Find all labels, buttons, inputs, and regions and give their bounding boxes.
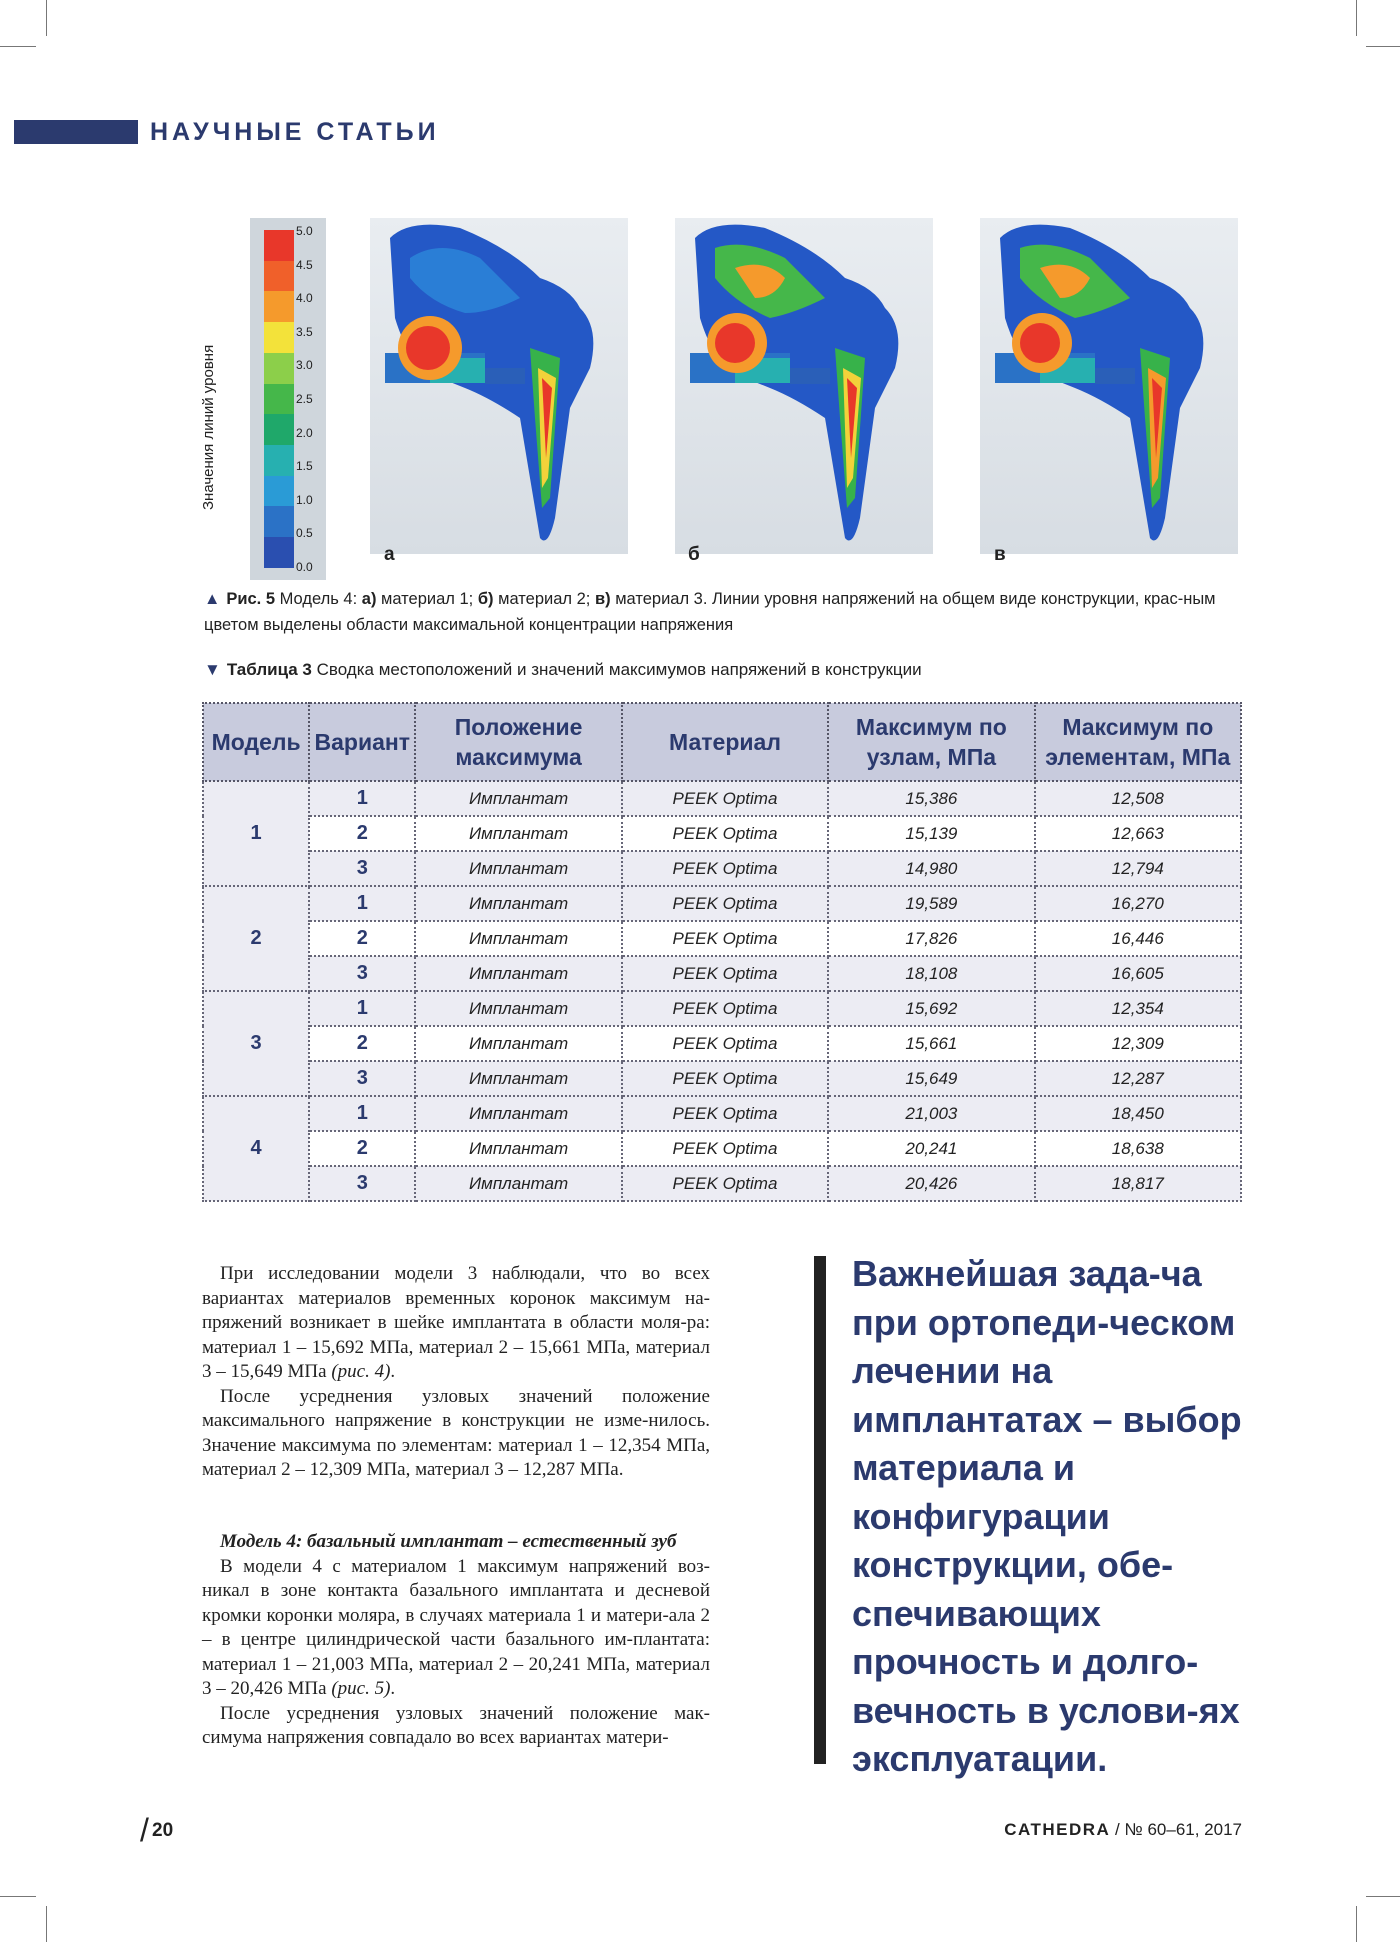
nodes-cell: 14,980 <box>828 851 1034 886</box>
column-header: Максимум по элементам, МПа <box>1035 703 1241 781</box>
crop-mark <box>1356 1906 1357 1942</box>
model-cell: 1 <box>203 781 309 886</box>
variant-cell: 3 <box>309 956 415 991</box>
variant-cell: 2 <box>309 816 415 851</box>
paragraph: После усреднения узловых значений положение максимального напряжение в конструкции не изме-нилось. Значение максимума по элементам: материал 1 – 12,354 МПа, материал 2 – 12,309 МПа, материал 3 – 12,287 МПа. <box>202 1385 710 1480</box>
color-scale-stop <box>264 291 294 322</box>
footer-journal: CATHEDRA / № 60–61, 2017 <box>1004 1820 1242 1839</box>
material-cell: PEEK Optima <box>622 886 828 921</box>
color-scale-stop <box>264 506 294 537</box>
color-scale-stop <box>264 476 294 507</box>
color-scale-tick: 0.5 <box>296 526 313 541</box>
nodes-cell: 15,692 <box>828 991 1034 1026</box>
paragraph-text: . <box>390 1678 396 1699</box>
caption-label-b: б) <box>477 590 494 608</box>
crop-mark <box>46 1906 47 1942</box>
position-cell: Имплантат <box>415 921 621 956</box>
nodes-cell: 20,426 <box>828 1166 1034 1201</box>
position-cell: Имплантат <box>415 816 621 851</box>
variant-cell: 1 <box>309 991 415 1026</box>
section-header-bar <box>14 120 138 144</box>
elements-cell: 12,508 <box>1035 781 1241 816</box>
variant-cell: 1 <box>309 886 415 921</box>
color-scale-stops <box>264 230 294 568</box>
elements-cell: 16,270 <box>1035 886 1241 921</box>
issue-number: № 60–61, 2017 <box>1124 1820 1242 1839</box>
material-cell: PEEK Optima <box>622 1131 828 1166</box>
color-scale-stop <box>264 261 294 292</box>
panel-label-b: б <box>688 544 700 565</box>
journal-name: CATHEDRA <box>1004 1820 1111 1839</box>
model-cell: 3 <box>203 991 309 1096</box>
nodes-cell: 15,649 <box>828 1061 1034 1096</box>
material-cell: PEEK Optima <box>622 1026 828 1061</box>
column-header: Положение максимума <box>415 703 621 781</box>
column-header: Максимум по узлам, МПа <box>828 703 1034 781</box>
model-cell: 4 <box>203 1096 309 1201</box>
stress-plot-b <box>675 218 933 554</box>
paragraph <box>202 1555 710 1702</box>
table-title-text: Сводка местоположений и значений максимумов напряжений в конструкции <box>311 660 922 679</box>
variant-cell: 1 <box>309 781 415 816</box>
position-cell: Имплантат <box>415 1061 621 1096</box>
table-title <box>204 660 922 680</box>
scale-label <box>200 290 230 510</box>
color-scale-bar <box>250 218 326 580</box>
pull-quote: Важнейшая зада-ча при ортопеди-ческом лечении на имплантатах – выбор материала и конфигурации конструкции, обе-спечивающих прочность и долго-вечность в услови-ях эксплуатации. <box>852 1253 1242 1779</box>
variant-cell: 3 <box>309 1061 415 1096</box>
position-cell: Имплантат <box>415 1096 621 1131</box>
stress-plot-v <box>980 218 1238 554</box>
crop-mark <box>0 1896 36 1897</box>
color-scale-stop <box>264 537 294 568</box>
color-scale-stop <box>264 384 294 415</box>
elements-cell: 12,794 <box>1035 851 1241 886</box>
position-cell: Имплантат <box>415 781 621 816</box>
position-cell: Имплантат <box>415 956 621 991</box>
color-scale-tick: 1.5 <box>296 459 313 474</box>
variant-cell: 1 <box>309 1096 415 1131</box>
material-cell: PEEK Optima <box>622 1166 828 1201</box>
color-scale-tick: 4.5 <box>296 257 313 272</box>
position-cell: Имплантат <box>415 851 621 886</box>
elements-cell: 12,663 <box>1035 816 1241 851</box>
variant-cell: 2 <box>309 1026 415 1061</box>
position-cell: Имплантат <box>415 991 621 1026</box>
pull-quote-bar <box>814 1256 826 1764</box>
color-scale-tick: 2.5 <box>296 392 313 406</box>
page-slash: / <box>140 1812 149 1848</box>
variant-cell: 2 <box>309 921 415 956</box>
elements-cell: 12,354 <box>1035 991 1241 1026</box>
table-row <box>203 956 1241 991</box>
caption-label-a: а) <box>361 590 377 608</box>
column-header: Модель <box>203 703 309 781</box>
color-scale-stop <box>264 414 294 445</box>
color-scale-tick: 3.0 <box>296 358 313 373</box>
elements-cell: 18,817 <box>1035 1166 1241 1201</box>
position-cell: Имплантат <box>415 1026 621 1061</box>
figure-reference: (рис. 5) <box>331 1678 391 1699</box>
panel-label-v: в <box>994 544 1006 565</box>
color-scale-tick: 1.0 <box>296 492 313 507</box>
color-scale-stop <box>264 353 294 384</box>
variant-cell: 3 <box>309 1166 415 1201</box>
table-row <box>203 991 1241 1026</box>
table-label: Таблица 3 <box>226 660 312 679</box>
page-number: 20 <box>152 1820 174 1841</box>
column-header: Материал <box>622 703 828 781</box>
subheading: Модель 4: базальный имплантат – естественный зуб <box>220 1531 677 1552</box>
table-row <box>203 816 1241 851</box>
color-scale-stop <box>264 445 294 476</box>
material-cell: PEEK Optima <box>622 956 828 991</box>
color-scale-stop <box>264 230 294 261</box>
table-row <box>203 1061 1241 1096</box>
table-row <box>203 1166 1241 1201</box>
crop-mark <box>1356 0 1357 36</box>
color-scale-tick: 0.0 <box>296 560 313 574</box>
stress-plot-b-image <box>675 218 933 554</box>
elements-cell: 16,605 <box>1035 956 1241 991</box>
table-row <box>203 1026 1241 1061</box>
nodes-cell: 20,241 <box>828 1131 1034 1166</box>
caption-text: Модель 4: <box>275 590 362 608</box>
elements-cell: 16,446 <box>1035 921 1241 956</box>
section-title: НАУЧНЫЕ СТАТЬИ <box>150 118 440 146</box>
variant-cell: 2 <box>309 1131 415 1166</box>
table-row <box>203 1131 1241 1166</box>
material-cell: PEEK Optima <box>622 991 828 1026</box>
material-cell: PEEK Optima <box>622 1061 828 1096</box>
elements-cell: 18,450 <box>1035 1096 1241 1131</box>
figure-reference: (рис. 4) <box>331 1361 391 1382</box>
triangle-down-icon: ▼ <box>204 660 221 679</box>
paragraph-text: . <box>390 1361 396 1382</box>
elements-cell: 12,287 <box>1035 1061 1241 1096</box>
material-cell: PEEK Optima <box>622 816 828 851</box>
caption-fig-label: Рис. 5 <box>226 590 276 608</box>
paragraph-text: При исследовании модели 3 наблюдали, что во всех вариантах материалов временных коронок максимум на-пряжений возникает в шейке имплантата в области моля-ра: материал 1 – 15,692 МПа, материал 2 – 15,661 МПа, материал 3 – 15,649 МПа <box>202 1263 710 1382</box>
table-body <box>203 781 1241 1201</box>
paragraph: После усреднения узловых значений положение мак-симума напряжения совпадало во всех вариантах матери- <box>202 1702 710 1748</box>
body-text-block-1 <box>202 1262 710 1483</box>
table-row <box>203 851 1241 886</box>
scale-label-text: Значения линий уровня <box>200 344 217 510</box>
column-header: Вариант <box>309 703 415 781</box>
crop-mark <box>1366 1896 1400 1897</box>
position-cell: Имплантат <box>415 1131 621 1166</box>
color-scale-tick: 2.0 <box>296 425 313 440</box>
color-scale-tick: 3.5 <box>296 324 313 339</box>
elements-cell: 18,638 <box>1035 1131 1241 1166</box>
variant-cell: 3 <box>309 851 415 886</box>
color-scale-stop <box>264 322 294 353</box>
color-scale-tick: 4.0 <box>296 291 313 306</box>
caption-label-v: в) <box>594 590 611 608</box>
position-cell: Имплантат <box>415 886 621 921</box>
stress-plot-a <box>370 218 628 554</box>
material-cell: PEEK Optima <box>622 851 828 886</box>
triangle-up-icon: ▲ <box>204 590 221 608</box>
table-row <box>203 1096 1241 1131</box>
nodes-cell: 18,108 <box>828 956 1034 991</box>
figure-caption <box>204 586 1240 638</box>
color-scale-ticks <box>296 224 326 574</box>
table-row <box>203 781 1241 816</box>
nodes-cell: 21,003 <box>828 1096 1034 1131</box>
stress-table <box>202 702 1242 1202</box>
nodes-cell: 15,386 <box>828 781 1034 816</box>
nodes-cell: 15,661 <box>828 1026 1034 1061</box>
position-cell: Имплантат <box>415 1166 621 1201</box>
table-row <box>203 886 1241 921</box>
stress-plot-a-image <box>370 218 628 554</box>
paragraph <box>202 1262 710 1385</box>
material-cell: PEEK Optima <box>622 781 828 816</box>
caption-text: материал 1; <box>376 590 478 608</box>
material-cell: PEEK Optima <box>622 1096 828 1131</box>
model-cell: 2 <box>203 886 309 991</box>
crop-mark <box>46 0 47 36</box>
material-cell: PEEK Optima <box>622 921 828 956</box>
caption-text: материал 2; <box>493 590 595 608</box>
panel-label-a: а <box>384 544 395 565</box>
caption-text: материал 3. Линии уровня напряжений на общем виде конструкции, крас-ным цветом выделены области максимальной концентрации напряжения <box>204 590 1216 634</box>
crop-mark <box>1366 46 1400 47</box>
nodes-cell: 17,826 <box>828 921 1034 956</box>
body-text-block-2 <box>202 1530 710 1751</box>
crop-mark <box>0 46 36 47</box>
nodes-cell: 19,589 <box>828 886 1034 921</box>
table-header-row <box>203 703 1241 781</box>
table-row <box>203 921 1241 956</box>
stress-plot-v-image <box>980 218 1238 554</box>
elements-cell: 12,309 <box>1035 1026 1241 1061</box>
nodes-cell: 15,139 <box>828 816 1034 851</box>
color-scale-tick: 5.0 <box>296 224 313 238</box>
paragraph-text: В модели 4 с материалом 1 максимум напряжений воз-никал в зоне контакта базального имплантата и десневой кромки коронки моляра, в случаях материала 1 и матери-ала 2 – в центре цилиндрической части базального им-плантата: материал 1 – 21,003 МПа, материал 2 – 20,241 МПа, материал 3 – 20,426 МПа <box>202 1555 710 1699</box>
